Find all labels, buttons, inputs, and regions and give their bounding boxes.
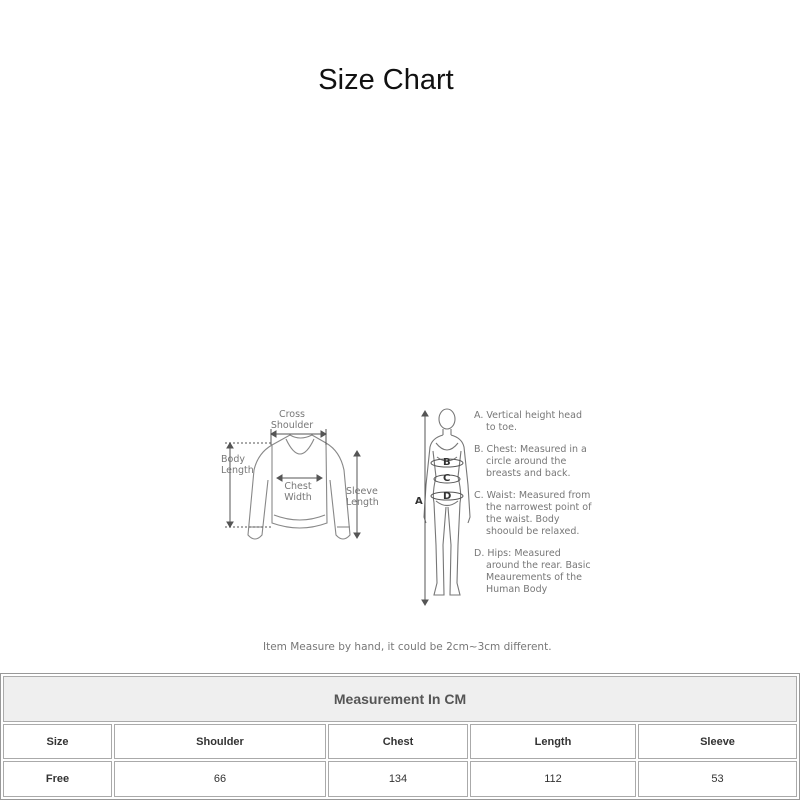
measure-note: Item Measure by hand, it could be 2cm~3cm different. [263,641,552,653]
table-column-row [3,724,797,759]
cell-sleeve: 53 [638,761,797,797]
measurement-illustration [0,395,800,660]
sleeve-length-label: Sleeve Length [346,486,379,508]
legend-item-d: D. Hips: Measured around the rear. Basic Meaurements of the Human Body [474,548,591,595]
cell-length: 112 [470,761,636,797]
table-row [3,761,797,797]
column-size: Size [3,724,112,759]
column-sleeve: Sleeve [638,724,797,759]
body-length-label: Body Length [221,454,254,476]
legend-item-a: A. Vertical height head to toe. [474,410,582,433]
table-header: Measurement In CM [3,676,797,722]
cross-shoulder-label: Cross Shoulder [270,409,314,431]
measurement-legend [474,410,594,606]
legend-item-b: B. Chest: Measured in a circle around the breasts and back. [474,444,587,479]
letter-b: B [443,457,451,468]
page-title: Size Chart [318,64,454,96]
letter-a: A [415,496,423,507]
letter-c: C [443,473,451,484]
column-shoulder: Shoulder [114,724,326,759]
letter-d: D [443,491,452,502]
column-length: Length [470,724,636,759]
legend-item-c: C. Waist: Measured from the narrowest point of the waist. Body shoould be relaxed. [474,490,592,537]
size-table [0,673,800,800]
cell-shoulder: 66 [114,761,326,797]
cell-chest: 134 [328,761,468,797]
chest-width-label: Chest Width [284,481,312,503]
column-chest: Chest [328,724,468,759]
garment-and-body-drawing [0,395,800,660]
cell-size: Free [3,761,112,797]
